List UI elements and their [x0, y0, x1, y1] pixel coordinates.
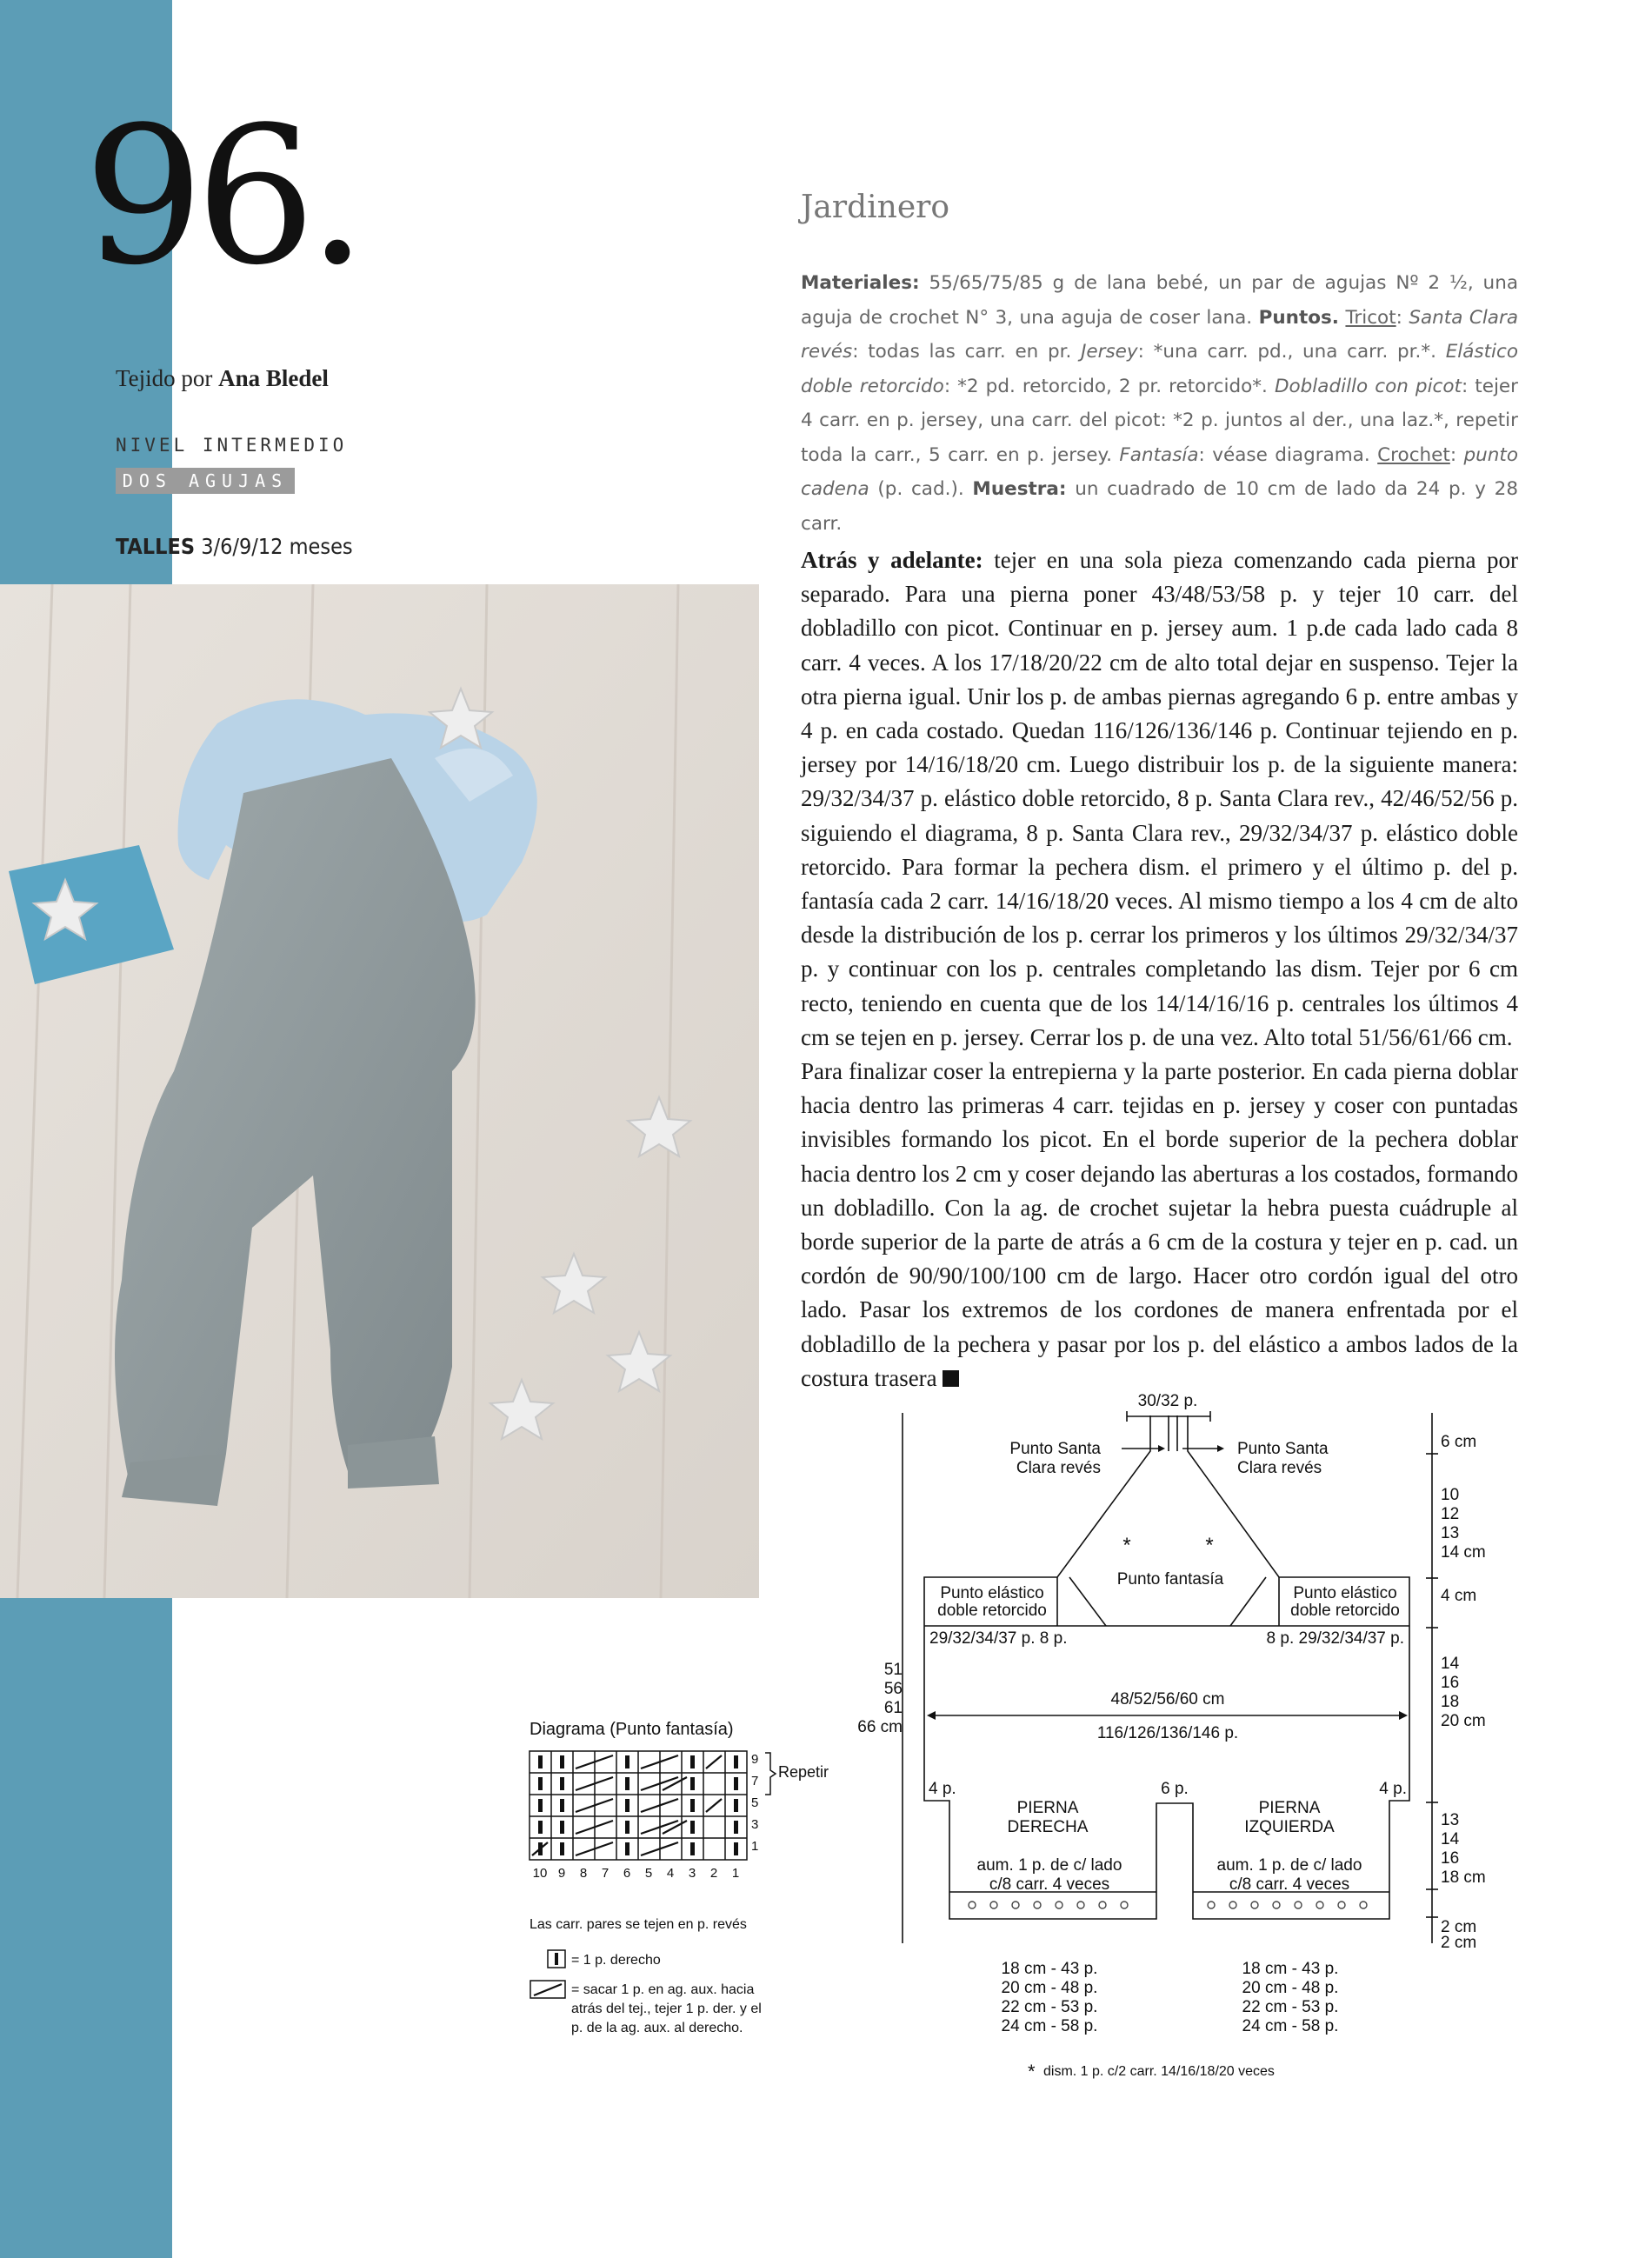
dim-bib: 13 — [1441, 1524, 1460, 1542]
row-number: 3 — [751, 1817, 759, 1832]
col-number: 2 — [709, 1866, 718, 1881]
author-name: Ana Bledel — [218, 365, 329, 391]
legend-cable: atrás del tej., tejer 1 p. der. y el — [571, 2002, 762, 2016]
increase-note: aum. 1 p. de c/ lado — [1216, 1856, 1362, 1875]
col-number: 5 — [644, 1866, 653, 1881]
dim-body: 14 — [1441, 1655, 1460, 1673]
dim-strap: 6 cm — [1441, 1433, 1477, 1451]
dim-hem: 2 cm — [1441, 1934, 1477, 1952]
right-leg-label: PIERNA — [1016, 1799, 1079, 1817]
leg-bottom-size: 22 cm - 53 p. — [1001, 1998, 1098, 2016]
picot-holes — [969, 1902, 1367, 1908]
width-stitches: 116/126/136/146 p. — [1096, 1724, 1239, 1742]
col-number: 7 — [601, 1866, 610, 1881]
top-width-label: 30/32 p. — [1137, 1392, 1198, 1410]
sizes: TALLES 3/6/9/12 meses — [116, 534, 353, 559]
svg-text:*: * — [1205, 1534, 1214, 1557]
dim-leg: 16 — [1441, 1849, 1460, 1868]
schematic-markers — [927, 1445, 1408, 1720]
dim-leg: 13 — [1441, 1811, 1460, 1829]
col-number: 1 — [731, 1866, 740, 1881]
accent-bar-bottom — [0, 1598, 172, 2258]
increase-note: c/8 carr. 4 veces — [989, 1875, 1110, 1894]
elastic-left-label: Punto elástico — [940, 1584, 1044, 1602]
svg-text:*: * — [1122, 1534, 1131, 1557]
middle-stitches: 6 p. — [1161, 1780, 1189, 1798]
legend-knit: = 1 p. derecho — [571, 1953, 661, 1968]
dim-hem: 2 cm — [1441, 1918, 1477, 1936]
dim-body: 16 — [1441, 1674, 1460, 1692]
col-number: 9 — [557, 1866, 566, 1881]
instructions: Atrás y adelante: tejer en una sola pieza comenzando cada pierna por separado. Para una pierna poner 43/48/53/58 p. y tejer 10 carr. del dobladillo con picot. Continuar en p. jersey aum. 1 p.de cada lado cada 8 carr. 4 veces. A los 17/18/20/22 cm de alto total dejar en suspenso. Tejer la otra pierna igual. Unir los p. de ambas piernas agregando 6 p. entre ambas y 4 p. en cada costado. Quedan 116/126/136/146 p. Continuar tejiendo en p. jersey por 14/16/18/20 cm. Luego distribuir los p. de la siguiente manera: 29/32/34/37 p. elástico doble retorcido, 8 p. Santa Clara rev., 42/46/52/56 p. siguiendo el diagrama, 8 p. Santa Clara rev., 29/32/34/37 p. elástico doble retorcido. Para formar la pechera dism. el primero y el último p. del p. fantasía cada 2 carr. 14/16/18/20 veces. Al mismo tiempo a los 4 cm de alto desde la distribución de los p. cerrar los primeros y los últimos 29/32/34/37 p. y continuar con los p. centrales completando las dism. Tejer por 6 cm recto, teniendo en cuenta que de los 14/14/16/16 p. centrales los últimos 4 cm se tejen en p. jersey. Cerrar los p. de una vez. Alto total 51/56/61/66 cm. Para finalizar coser la entrepierna y la parte posterior. En cada pierna doblar hacia dentro las primeras 4 carr. tejidas en p. jersey y coser con puntadas invisibles formando los picot. En el borde superior de la pechera doblar hacia dentro los 2 cm y coser dejando las aberturas a los costados, formando un dobladillo. Con la ag. de crochet sujetar la hebra puesta cuádruple al borde superior de la parte de atrás a 6 cm de la costura y tejer en p. cad. un cordón de 90/90/100/100 cm de largo. Hacer otro cordón igual del otro lado. Pasar los extremos de los cordones de manera enfrentada por el dobladillo de la pechera y pasar por los p. del elástico a ambos lados de la costura trasera — [801, 547, 1519, 1391]
byline: Tejido por Ana Bledel — [116, 365, 329, 391]
stitch-chart — [530, 1720, 829, 2035]
increase-note: aum. 1 p. de c/ lado — [976, 1856, 1122, 1875]
leg-bottom-size: 24 cm - 58 p. — [1242, 2017, 1339, 2035]
strap-left-label: Punto Santa — [1009, 1440, 1101, 1458]
col-number: 6 — [623, 1866, 631, 1881]
cable-legend-icon — [530, 1981, 565, 1998]
distribution-right: 8 p. 29/32/34/37 p. — [1266, 1629, 1404, 1648]
row-number: 9 — [751, 1752, 759, 1767]
strap-right-label: Clara revés — [1237, 1459, 1322, 1477]
increase-note: c/8 carr. 4 veces — [1229, 1875, 1350, 1894]
side-stitches-right: 4 p. — [1379, 1780, 1407, 1798]
left-leg-label: PIERNA — [1258, 1799, 1321, 1817]
right-leg-label: DERECHA — [1007, 1818, 1089, 1836]
height-total: 56 — [883, 1680, 903, 1698]
leg-bottom-size: 24 cm - 58 p. — [1001, 2017, 1098, 2035]
product-photo — [0, 584, 759, 1598]
elastic-left-label: doble retorcido — [937, 1602, 1047, 1620]
side-stitches-left: 4 p. — [929, 1780, 956, 1798]
leg-bottom-size: 20 cm - 48 p. — [1242, 1979, 1339, 1997]
leg-bottom-size: 18 cm - 43 p. — [1001, 1960, 1098, 1978]
schematic-footnote: dism. 1 p. c/2 carr. 14/16/18/20 veces — [1043, 2064, 1275, 2079]
technique-tag: DOS AGUJAS — [116, 468, 295, 494]
col-number: 4 — [666, 1866, 675, 1881]
elastic-right-label: Punto elástico — [1293, 1584, 1397, 1602]
row-number: 7 — [751, 1774, 759, 1788]
col-number: 10 — [532, 1866, 548, 1881]
height-total: 66 cm — [857, 1718, 903, 1736]
dim-leg: 14 — [1441, 1830, 1460, 1848]
leg-bottom-size: 20 cm - 48 p. — [1001, 1979, 1098, 1997]
fantasia-label: Punto fantasía — [1116, 1570, 1224, 1589]
elastic-right-label: doble retorcido — [1290, 1602, 1400, 1620]
chart-title: Diagrama (Punto fantasía) — [530, 1720, 734, 1739]
row-number: 5 — [751, 1795, 759, 1810]
row-number: 1 — [751, 1839, 759, 1854]
leg-bottom-size: 22 cm - 53 p. — [1242, 1998, 1339, 2016]
repeat-label: Repetir — [778, 1763, 829, 1781]
svg-text:*: * — [1028, 2061, 1036, 2082]
dim-body: 18 — [1441, 1693, 1460, 1711]
strap-left-label: Clara revés — [1016, 1459, 1101, 1477]
materials-block: Materiales: 55/65/75/85 g de lana bebé, un par de agujas Nº 2 ½, una aguja de crochet N° 3, una aguja de coser lana. Puntos. Tricot: Santa Clara revés: todas las carr. en pr. Jersey: *una carr. pd., una carr. pr.*. Elástico doble retorcido: *2 pd. retorcido, 2 pr. retorcido*. Dobladillo con picot: tejer 4 carr. en p. jersey, una carr. del picot: *2 p. juntos al der., una laz.*, repetir toda la carr., 5 carr. en p. jersey. Fantasía: véase diagrama. Crochet: punto cadena (p. cad.). Muestra: un cuadrado de 10 cm de lado da 24 p. y 28 carr. — [801, 272, 1519, 535]
left-leg-label: IZQUIERDA — [1244, 1818, 1335, 1836]
chart-note: Las carr. pares se tejen en p. revés — [530, 1917, 747, 1932]
dim-bib: 10 — [1441, 1486, 1460, 1504]
dim-elastic: 4 cm — [1441, 1587, 1477, 1605]
dim-bib: 14 cm — [1441, 1543, 1486, 1562]
legend-cable: = sacar 1 p. en ag. aux. hacia — [571, 1982, 755, 1997]
dim-bib: 12 — [1441, 1505, 1460, 1523]
dim-body: 20 cm — [1441, 1712, 1486, 1730]
height-total: 51 — [883, 1661, 903, 1679]
width-cm: 48/52/56/60 cm — [1110, 1690, 1225, 1708]
leg-bottom-size: 18 cm - 43 p. — [1242, 1960, 1339, 1978]
height-total: 61 — [883, 1699, 903, 1717]
pattern-number: 96. — [83, 87, 359, 307]
strap-right-label: Punto Santa — [1237, 1440, 1329, 1458]
distribution-left: 29/32/34/37 p. 8 p. — [929, 1629, 1068, 1648]
col-number: 3 — [688, 1866, 696, 1881]
schematic-labels — [857, 1392, 1486, 2082]
legend-cable: p. de la ag. aux. al derecho. — [571, 2021, 743, 2035]
dim-leg: 18 cm — [1441, 1868, 1486, 1887]
garment-schematic — [903, 1411, 1438, 1943]
col-number: 8 — [579, 1866, 588, 1881]
knit-legend-icon — [548, 1950, 565, 1968]
end-mark — [943, 1370, 959, 1387]
difficulty-level: NIVEL INTERMEDIO — [116, 435, 348, 456]
pattern-title: Jardinero — [801, 190, 950, 225]
